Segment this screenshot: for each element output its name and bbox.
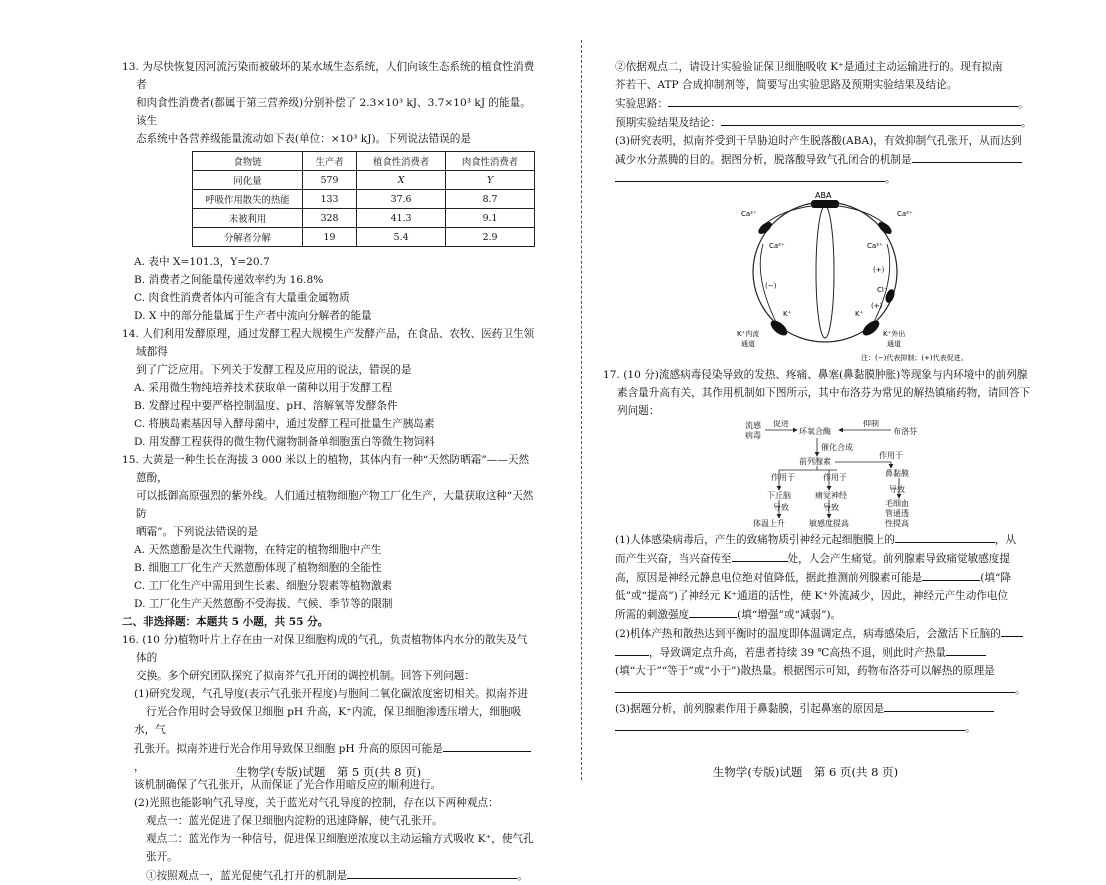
q14-stem: 14. 人们利用发酵原理，通过发酵工程大规模生产发酵产品，在食品、农牧、医药卫生领域都得 到了广泛应用。下列关于发酵工程及应用的说法，错误的是 [122, 328, 535, 376]
diagram-note: 注：(−)代表抑制；(+)代表促进。 [861, 354, 968, 362]
expected-result: 预期实验结果及结论： 。 [603, 113, 1048, 132]
experiment-idea: 实验思路： 。 [603, 94, 1048, 113]
answer-blank[interactable] [615, 643, 649, 656]
svg-text:(−): (−) [765, 282, 777, 290]
svg-text:促进: 促进 [773, 420, 789, 428]
answer-blank[interactable] [721, 113, 1021, 126]
q16-view2: 观点二：蓝光作为一种信号，促进保卫细胞逆浓度以主动运输方式吸收 K⁺，使气孔 张开。 [146, 833, 534, 863]
svg-text:Ca²⁺: Ca²⁺ [897, 210, 913, 218]
answer-blank[interactable] [615, 718, 965, 731]
energy-table [192, 151, 535, 247]
answer-blank[interactable] [946, 643, 986, 656]
table-row: 同化量 579 X Y [193, 171, 535, 190]
answer-blank[interactable] [884, 699, 994, 712]
k-channel-right [860, 318, 882, 339]
q13-stem: 13. 为尽快恢复因河流污染而被破坏的某水域生态系统，人们向该生态系统的植食性消费者 和肉食性消费者(都属于第三营养级)分别补偿了 2.3×10³ kJ、3.7×10³ kJ 的能量。该生 态系统中各营养级能量流动如下表(单位：×10³ kJ)。下列说法错误的是 [122, 61, 535, 145]
page-6 [553, 0, 1106, 800]
svg-text:导致: 导致 [823, 503, 839, 512]
answer-blank[interactable] [615, 169, 885, 182]
svg-text:(+): (+) [873, 266, 885, 274]
svg-text:(+): (+) [871, 302, 883, 310]
answer-blank[interactable] [615, 680, 1015, 693]
svg-text:布洛芬: 布洛芬 [893, 427, 917, 436]
q16-view1: 观点一：蓝光促进了保卫细胞内淀粉的迅速降解，使气孔张开。 [146, 815, 443, 827]
page-5 [0, 0, 553, 882]
q16-stem: 16. (10 分)植物叶片上存在由一对保卫细胞构成的气孔，负责植物体内水分的散失及气体的 交换。多个研究团队探究了拟南芥气孔开闭的调控机制。回答下列问题： [122, 634, 528, 682]
svg-text:Ca²⁺: Ca²⁺ [867, 242, 883, 250]
svg-text:下丘脑: 下丘脑 [767, 491, 791, 500]
q17-part2: (2)机体产热和散热达到平衡时的温度即体温调定点，病毒感染后，会激活下丘脑的 ，导致调定点升高，若患者持续 39 ℃高热不退，则此时产热量 (填“大于”“等于”或“小于”)散热量。根据图示可知，药物布洛芬可以解热的原理是 。 [603, 624, 1048, 699]
table-row: 呼吸作用散失的热能 133 37.6 8.7 [193, 190, 535, 209]
svg-text:性提高: 性提高 [885, 519, 909, 528]
q14-option-b: B. 发酵过程中要严格控制温度、pH、溶解氧等发酵条件 [134, 400, 398, 412]
svg-text:作用于: 作用于 [879, 451, 903, 460]
q16-sub2: ②依据观点二，请设计实验验证保卫细胞吸收 K⁺是通过主动运输进行的。现有拟南 芥若干、ATP 合成抑制剂等，简要写出实验思路及预期实验结果及结论。 [615, 61, 1003, 91]
answer-blank[interactable] [1001, 624, 1023, 637]
svg-text:Ca²⁺: Ca²⁺ [741, 210, 757, 218]
page-footer: 生物学(专版)试题 第 5 页(共 8 页) [235, 765, 422, 779]
q17-part3: (3)据题分析，前列腺素作用于鼻黏膜，引起鼻塞的原因是 。 [603, 699, 1048, 737]
svg-text:作用于: 作用于 [771, 473, 795, 482]
svg-text:通道: 通道 [887, 340, 901, 348]
svg-text:Cl⁻: Cl⁻ [877, 286, 888, 294]
svg-text:管通透: 管通透 [885, 509, 909, 518]
svg-text:作用于: 作用于 [823, 473, 847, 482]
k-channel-left [768, 318, 790, 339]
q15-option-b: B. 细胞工厂化生产天然蒽酚体现了植物细胞的全能性 [134, 562, 382, 574]
q13-option-a: A. 表中 X=101.3，Y=20.7 [134, 256, 270, 268]
q13-option-c: C. 肉食性消费者体内可能含有大量重金属物质 [134, 292, 350, 304]
q15-stem: 15. 大黄是一种生长在海拔 3 000 米以上的植物，其体内有一种“天然防晒霜”——天然蒽酚， 可以抵御高原强烈的紫外线。人们通过植物细胞产物工厂化生产，大量获取这种“天然防 晒霜”。下列说法错误的是 [122, 454, 534, 538]
section-heading: 二、非选择题：本题共 5 小题，共 55 分。 [122, 616, 329, 628]
aba-label: ABA [815, 191, 832, 200]
answer-blank[interactable] [443, 739, 531, 752]
table-row: 未被利用 328 41.3 9.1 [193, 209, 535, 228]
svg-text:体温上升: 体温上升 [753, 519, 785, 528]
q14-option-d: D. 用发酵工程获得的微生物代谢物制备单细胞蛋白等微生物饲料 [134, 436, 435, 448]
svg-text:催化合成: 催化合成 [821, 443, 853, 452]
svg-text:K⁺外出: K⁺外出 [883, 330, 906, 338]
svg-text:流感: 流感 [745, 421, 761, 430]
table-header-row: 食物链 生产者 植食性消费者 肉食性消费者 [193, 152, 535, 171]
q14-option-c: C. 将胰岛素基因导入酵母菌中，通过发酵工程可批量生产胰岛素 [134, 418, 435, 430]
q13-option-b: B. 消费者之间能量传递效率约为 16.8% [134, 274, 324, 286]
q15-option-c: C. 工厂化生产中需用到生长素、细胞分裂素等植物激素 [134, 580, 393, 592]
q15-option-d: D. 工厂化生产天然蒽酚不受海拔、气候、季节等的限制 [134, 598, 393, 610]
svg-text:病毒: 病毒 [745, 431, 761, 440]
svg-text:敏感度提高: 敏感度提高 [809, 519, 849, 528]
svg-text:通道: 通道 [741, 340, 755, 348]
page-footer: 生物学(专版)试题 第 6 页(共 8 页) [712, 765, 899, 779]
q16-sub1: ①按照观点一，蓝光促使气孔打开的机制是 。 [122, 866, 535, 885]
answer-blank[interactable] [895, 530, 995, 543]
svg-text:鼻黏膜: 鼻黏膜 [885, 469, 909, 478]
svg-text:前列腺素: 前列腺素 [799, 457, 831, 466]
svg-text:K⁺内流: K⁺内流 [737, 330, 760, 338]
q17-stem: 17. (10 分)流感病毒侵染导致的发热、疼痛、鼻塞(鼻黏膜肿胀)等现象与内环境中的前列腺 素含量升高有关，其作用机制如下图所示，其中布洛芬为常见的解热镇痛药物，请回答下 列问题： [603, 369, 1031, 417]
q17-part1: (1)人体感染病毒后，产生的致痛物质引神经元起细胞膜上的 ，从 而产生兴奋，当兴奋传至 处，人会产生痛觉。前列腺素导致痛觉敏感度提 高，原因是神经元静息电位绝对值降低，据此推测前列腺素可能是 (填“降 低”或“提高”)了神经元 K⁺通道的活性，使 K⁺外流减少，因此，神经元产生动作电位 所需的刺激强度 (填“增强”或“减弱”)。 [603, 530, 1048, 624]
table-row: 分解者分解 19 5.4 2.9 [193, 228, 535, 247]
svg-text:毛细血: 毛细血 [885, 499, 909, 508]
q16-part3: (3)研究表明，拟南芥受到干旱胁迫时产生脱落酸(ABA)，有效抑制气孔张开，从而达到 减少水分蒸腾的目的。据图分析，脱落酸导致气孔闭合的机制是 。 [615, 135, 1022, 185]
svg-text:环氧合酶: 环氧合酶 [799, 427, 831, 436]
answer-blank[interactable] [668, 94, 1018, 107]
svg-text:K⁺: K⁺ [783, 310, 792, 318]
aba-receptor [811, 200, 839, 208]
q16-part2: (2)光照也能影响气孔导度，关于蓝光对气孔导度的控制，存在以下两种观点： [134, 797, 499, 809]
svg-text:抑制: 抑制 [863, 420, 879, 428]
prostaglandin-flowchart [603, 420, 1043, 530]
answer-blank[interactable] [732, 549, 788, 562]
answer-blank[interactable] [912, 150, 1022, 163]
q16-part1: (1)研究发现，气孔导度(表示气孔张开程度)与胞间二氧化碳浓度密切相关。拟南芥进 行光合作用时会导致保卫细胞 pH 升高，K⁺内流，保卫细胞渗透压增大，细胞吸水，气 孔张开。拟南芥进行光合作用导致保卫细胞 pH 升高的原因可能是， 该机制确保了气孔张开，从而保证了光合作用暗反应的顺利进行。 [122, 685, 535, 794]
svg-text:Ca²⁺: Ca²⁺ [769, 242, 785, 250]
svg-text:痛觉神经: 痛觉神经 [815, 491, 847, 500]
svg-text:K⁺: K⁺ [855, 310, 864, 318]
svg-text:导致: 导致 [773, 503, 789, 512]
answer-blank[interactable] [922, 568, 980, 581]
q13-option-d: D. X 中的部分能量属于生产者中流向分解者的能量 [134, 310, 372, 322]
svg-text:导致: 导致 [889, 485, 905, 494]
answer-blank[interactable] [347, 866, 517, 879]
q14-option-a: A. 采用微生物纯培养技术获取单一菌种以用于发酵工程 [134, 382, 393, 394]
q15-option-a: A. 天然蒽酚是次生代谢物，在特定的植物细胞中产生 [134, 544, 382, 556]
answer-blank[interactable] [689, 605, 737, 618]
aba-stomata-diagram [603, 188, 1043, 366]
